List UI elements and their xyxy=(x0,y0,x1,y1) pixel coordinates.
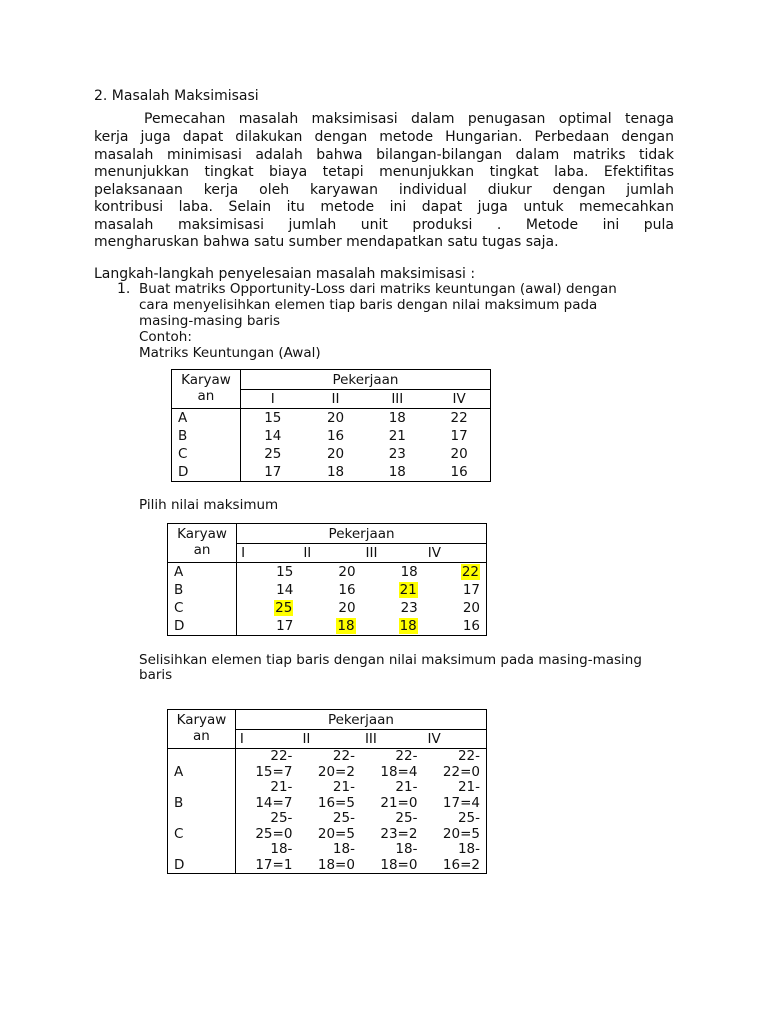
cell-value: 21 xyxy=(399,582,417,598)
table-cell: 22 xyxy=(450,410,468,426)
row-label: B xyxy=(172,427,241,445)
cell-value: 22 xyxy=(461,564,479,580)
cell-value: 20 xyxy=(462,600,480,616)
cell-line: 16=5 xyxy=(317,794,355,811)
cell-line: 21- xyxy=(270,779,293,795)
table-cell: 21 xyxy=(388,428,406,444)
paragraph-line: menunjukkan tingkat biaya tetapi menunjukkan tingkat laba. Efektifitas xyxy=(94,164,674,180)
cell-line: 18- xyxy=(270,841,293,857)
table-cell xyxy=(298,780,361,811)
cell-line: 18=0 xyxy=(317,856,355,873)
section-heading: 2. Masalah Maksimisasi xyxy=(94,88,259,104)
step-number: 1. xyxy=(117,281,131,297)
column-header: II xyxy=(305,390,367,409)
cell-line: 17=4 xyxy=(442,794,480,811)
row-label: A xyxy=(172,409,241,428)
karyawan-header xyxy=(168,524,237,563)
cell-line: 25=0 xyxy=(255,825,293,842)
cell-value: 20 xyxy=(338,600,356,616)
paragraph-line: masalah minimisasi adalah bahwa bilangan-bilangan dalam matriks tidak xyxy=(94,147,674,163)
column-header: I xyxy=(235,730,298,749)
cell-value: 17 xyxy=(276,618,294,634)
table-cell xyxy=(423,842,486,874)
cell-line: 18- xyxy=(332,841,355,857)
steps-title: Langkah-langkah penyelesaian masalah maksimisasi : xyxy=(94,266,476,282)
column-header: IV xyxy=(424,544,487,563)
column-header: I xyxy=(237,544,300,563)
cell-value: 18 xyxy=(337,618,355,634)
cell-line: 18- xyxy=(457,841,480,857)
header-text: Karyaw xyxy=(176,712,227,728)
table-cell: 20 xyxy=(326,446,345,462)
table-cell xyxy=(424,581,487,599)
header-text: an xyxy=(193,728,210,744)
table-cell xyxy=(299,581,361,599)
table-cell xyxy=(424,563,487,582)
pekerjaan-header: Pekerjaan xyxy=(235,710,486,730)
table-cell xyxy=(235,780,298,811)
table-cell xyxy=(361,842,424,874)
table-cell: 23 xyxy=(388,446,406,462)
table-cell: 20 xyxy=(450,446,468,462)
cell-line: 14=7 xyxy=(255,794,293,811)
table-cell: 18 xyxy=(326,464,345,480)
cell-line: 22- xyxy=(457,748,480,764)
paragraph-line: kontribusi laba. Selain itu metode ini dapat juga untuk memecahkan xyxy=(94,199,674,215)
table-cell xyxy=(423,749,486,781)
column-header: IV xyxy=(428,390,490,409)
table-cell xyxy=(235,811,298,842)
cell-line: 15=7 xyxy=(255,763,293,780)
table-cell xyxy=(362,563,424,582)
row-label: C xyxy=(168,811,236,842)
cell-value: 14 xyxy=(276,582,294,598)
paragraph-line: pelaksanaan kerja oleh karyawan individual diukur dengan jumlah xyxy=(94,182,674,198)
cell-line: 21- xyxy=(332,779,355,795)
cell-line: 17=1 xyxy=(255,856,293,873)
cell-value: 25 xyxy=(275,600,293,616)
step-line: Buat matriks Opportunity-Loss dari matriks keuntungan (awal) dengan xyxy=(139,281,617,297)
header-text: an xyxy=(197,388,215,404)
table-cell xyxy=(299,563,361,582)
table-cell xyxy=(237,563,300,582)
table-cell xyxy=(299,617,361,636)
row-label: B xyxy=(168,780,236,811)
column-header: III xyxy=(366,390,428,409)
cell-value: 16 xyxy=(462,618,480,634)
header-text: Karyaw xyxy=(177,526,227,542)
table-cell xyxy=(298,842,361,874)
cell-value: 20 xyxy=(338,564,356,580)
cell-line: 16=2 xyxy=(442,856,480,873)
cell-value: 18 xyxy=(400,564,418,580)
table-row xyxy=(172,463,491,482)
table-cell: 15 xyxy=(264,410,282,426)
header-text: Karyaw xyxy=(181,372,231,388)
table-cell xyxy=(361,749,424,781)
paragraph-line: mengharuskan bahwa satu sumber mendapatkan satu tugas saja. xyxy=(94,234,559,250)
table-cell xyxy=(298,749,361,781)
cell-line: 21=0 xyxy=(380,794,418,811)
cell-line: 18=4 xyxy=(380,763,418,780)
table-row xyxy=(168,617,487,636)
table-cell xyxy=(235,749,298,781)
cell-line: 25- xyxy=(395,810,418,826)
step-line: masing-masing baris xyxy=(139,313,281,329)
cell-line: 23=2 xyxy=(380,825,418,842)
pekerjaan-header: Pekerjaan xyxy=(237,524,487,544)
table-cell xyxy=(237,617,300,636)
karyawan-header xyxy=(172,370,241,409)
cell-line: 25- xyxy=(332,810,355,826)
table-cell xyxy=(362,599,424,617)
cell-line: 22- xyxy=(270,748,293,764)
table-cell xyxy=(361,780,424,811)
row-label: D xyxy=(168,842,236,874)
cell-line: 21- xyxy=(395,779,418,795)
table-row xyxy=(172,409,491,428)
paragraph-line: kerja juga dapat dilakukan dengan metode Hungarian. Perbedaan dengan xyxy=(94,129,674,145)
row-label: D xyxy=(168,617,237,636)
column-header: IV xyxy=(423,730,486,749)
cell-value: 18 xyxy=(399,618,417,634)
table-cell: 18 xyxy=(388,410,406,426)
row-label: A xyxy=(168,563,237,582)
max-value-table xyxy=(167,523,487,636)
cell-value: 16 xyxy=(338,582,356,598)
table-row xyxy=(168,599,487,617)
column-header: II xyxy=(299,544,361,563)
cell-line: 18=0 xyxy=(380,856,418,873)
cell-value: 23 xyxy=(400,600,418,616)
caption-subtract: baris xyxy=(139,667,173,683)
table-cell xyxy=(298,811,361,842)
caption-subtract: Selisihkan elemen tiap baris dengan nilai maksimum pada masing-masing xyxy=(139,652,642,668)
row-label: C xyxy=(172,445,241,463)
karyawan-header xyxy=(168,710,236,749)
step-line: cara menyelisihkan elemen tiap baris dengan nilai maksimum pada xyxy=(139,297,598,313)
column-header: III xyxy=(362,544,424,563)
column-header: I xyxy=(240,390,304,409)
table-cell xyxy=(299,599,361,617)
table-cell: 14 xyxy=(264,428,282,444)
table-cell: 17 xyxy=(450,428,468,444)
table-cell: 17 xyxy=(264,464,282,480)
table-row xyxy=(172,427,491,445)
cell-line: 20=5 xyxy=(442,825,480,842)
row-label: C xyxy=(168,599,237,617)
paragraph-line: masalah maksimisasi jumlah unit produksi . Metode ini pula xyxy=(94,217,674,233)
table-cell: 25 xyxy=(264,446,282,462)
paragraph-line: Pemecahan masalah maksimisasi dalam penugasan optimal tenaga xyxy=(144,111,674,127)
table-cell xyxy=(361,811,424,842)
caption-max: Pilih nilai maksimum xyxy=(139,497,279,513)
table-row xyxy=(168,780,487,811)
cell-line: 20=5 xyxy=(317,825,355,842)
table-cell: 18 xyxy=(388,464,406,480)
cell-line: 25- xyxy=(270,810,293,826)
column-header: III xyxy=(361,730,424,749)
table-cell xyxy=(423,811,486,842)
table-cell: 16 xyxy=(450,464,468,480)
table-row xyxy=(168,811,487,842)
cell-line: 22- xyxy=(395,748,418,764)
table-cell xyxy=(362,617,424,636)
row-label: D xyxy=(172,463,241,482)
cell-line: 20=2 xyxy=(317,763,355,780)
cell-value: 15 xyxy=(276,564,294,580)
opportunity-loss-table xyxy=(167,709,487,874)
row-label: B xyxy=(168,581,237,599)
table-row xyxy=(168,563,487,582)
table-cell xyxy=(237,581,300,599)
row-label: A xyxy=(168,749,236,781)
table-cell xyxy=(237,599,300,617)
table-row xyxy=(168,749,487,781)
table-cell xyxy=(424,599,487,617)
table-row xyxy=(172,445,491,463)
table-cell: 16 xyxy=(326,428,345,444)
cell-line: 22- xyxy=(332,748,355,764)
column-header: II xyxy=(298,730,361,749)
table-row xyxy=(168,842,487,874)
table-cell xyxy=(424,617,487,636)
table-cell xyxy=(423,780,486,811)
matrix-title: Matriks Keuntungan (Awal) xyxy=(139,345,321,361)
table-cell xyxy=(362,581,424,599)
cell-line: 25- xyxy=(457,810,480,826)
table-cell xyxy=(235,842,298,874)
table-cell: 20 xyxy=(326,410,345,426)
cell-line: 22=0 xyxy=(442,763,480,780)
pekerjaan-header: Pekerjaan xyxy=(240,370,490,390)
profit-matrix-table xyxy=(171,369,491,482)
cell-line: 21- xyxy=(457,779,480,795)
contoh-label: Contoh: xyxy=(139,329,192,345)
cell-line: 18- xyxy=(395,841,418,857)
table-row xyxy=(168,581,487,599)
header-text: an xyxy=(193,542,211,558)
cell-value: 17 xyxy=(462,582,480,598)
